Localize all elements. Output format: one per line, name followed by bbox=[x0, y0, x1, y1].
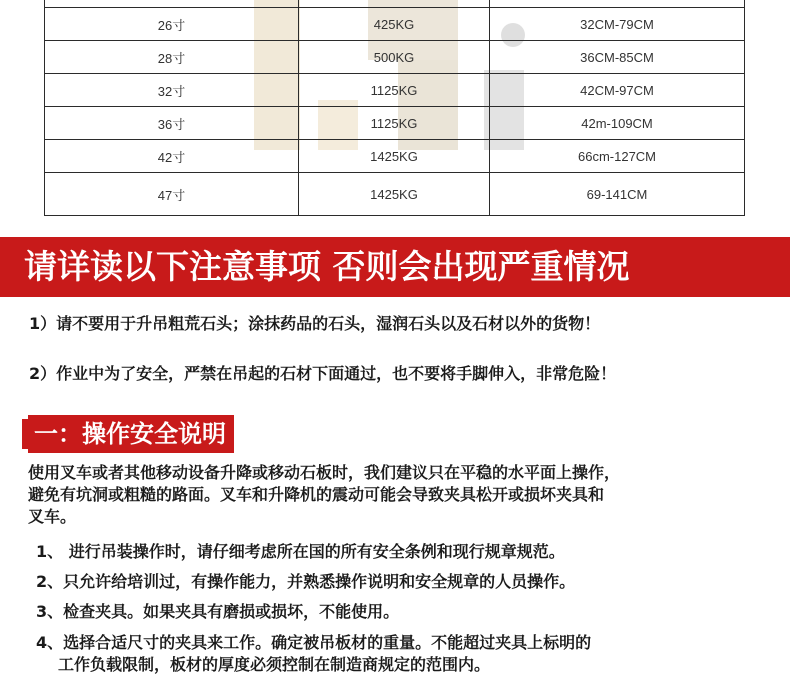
load-cell: 500KG bbox=[299, 41, 490, 74]
range-cell bbox=[490, 0, 745, 8]
load-cell: 1425KG bbox=[299, 140, 490, 173]
load-cell bbox=[299, 0, 490, 8]
size-cell: 26寸 bbox=[45, 8, 299, 41]
list-item: 3、检查夹具。如果夹具有磨损或损坏，不能使用。 bbox=[36, 602, 400, 621]
list-item: 1、 进行吊装操作时，请仔细考虑所在国的所有安全条例和现行规章规范。 bbox=[36, 542, 565, 561]
size-cell: 28寸 bbox=[45, 41, 299, 74]
list-item: 4、选择合适尺寸的夹具来工作。确定被吊板材的重量。不能超过夹具上标明的 bbox=[36, 633, 592, 652]
range-cell: 32CM-79CM bbox=[490, 8, 745, 41]
load-cell: 1425KG bbox=[299, 173, 490, 216]
range-cell: 66cm-127CM bbox=[490, 140, 745, 173]
intro-line: 叉车。 bbox=[28, 507, 77, 526]
load-cell: 1125KG bbox=[299, 74, 490, 107]
size-cell: 42寸 bbox=[45, 140, 299, 173]
notice-2: 2）作业中为了安全，严禁在吊起的石材下面通过，也不要将手脚伸入，非常危险！ bbox=[29, 364, 617, 383]
range-cell: 42CM-97CM bbox=[490, 74, 745, 107]
table-row bbox=[45, 8, 745, 41]
size-cell: 36寸 bbox=[45, 107, 299, 140]
size-cell: 47寸 bbox=[45, 173, 299, 216]
notice-1: 1）请不要用于升吊粗荒石头；涂抹药品的石头，湿润石头以及石材以外的货物！ bbox=[29, 314, 601, 333]
section-heading: 一：操作安全说明 bbox=[28, 415, 234, 453]
load-cell: 425KG bbox=[299, 8, 490, 41]
range-cell: 42m-109CM bbox=[490, 107, 745, 140]
intro-line: 避免有坑洞或粗糙的路面。叉车和升降机的震动可能会导致夹具松开或损坏夹具和 bbox=[28, 485, 605, 504]
table-row bbox=[45, 0, 745, 8]
warning-banner: 请详读以下注意事项 否则会出现严重情况 bbox=[0, 237, 790, 297]
range-cell: 69-141CM bbox=[490, 173, 745, 216]
table-row bbox=[45, 173, 745, 216]
size-cell bbox=[45, 0, 299, 8]
spec-table bbox=[44, 0, 745, 216]
load-cell: 1125KG bbox=[299, 107, 490, 140]
table-row bbox=[45, 107, 745, 140]
table-row bbox=[45, 140, 745, 173]
intro-line: 使用叉车或者其他移动设备升降或移动石板时，我们建议只在平稳的水平面上操作， bbox=[28, 463, 621, 482]
table-row bbox=[45, 74, 745, 107]
table-row bbox=[45, 41, 745, 74]
range-cell: 36CM-85CM bbox=[490, 41, 745, 74]
size-cell: 32寸 bbox=[45, 74, 299, 107]
list-item: 工作负载限制，板材的厚度必须控制在制造商规定的范围内。 bbox=[58, 655, 491, 674]
list-item: 2、只允许给培训过，有操作能力，并熟悉操作说明和安全规章的人员操作。 bbox=[36, 572, 576, 591]
